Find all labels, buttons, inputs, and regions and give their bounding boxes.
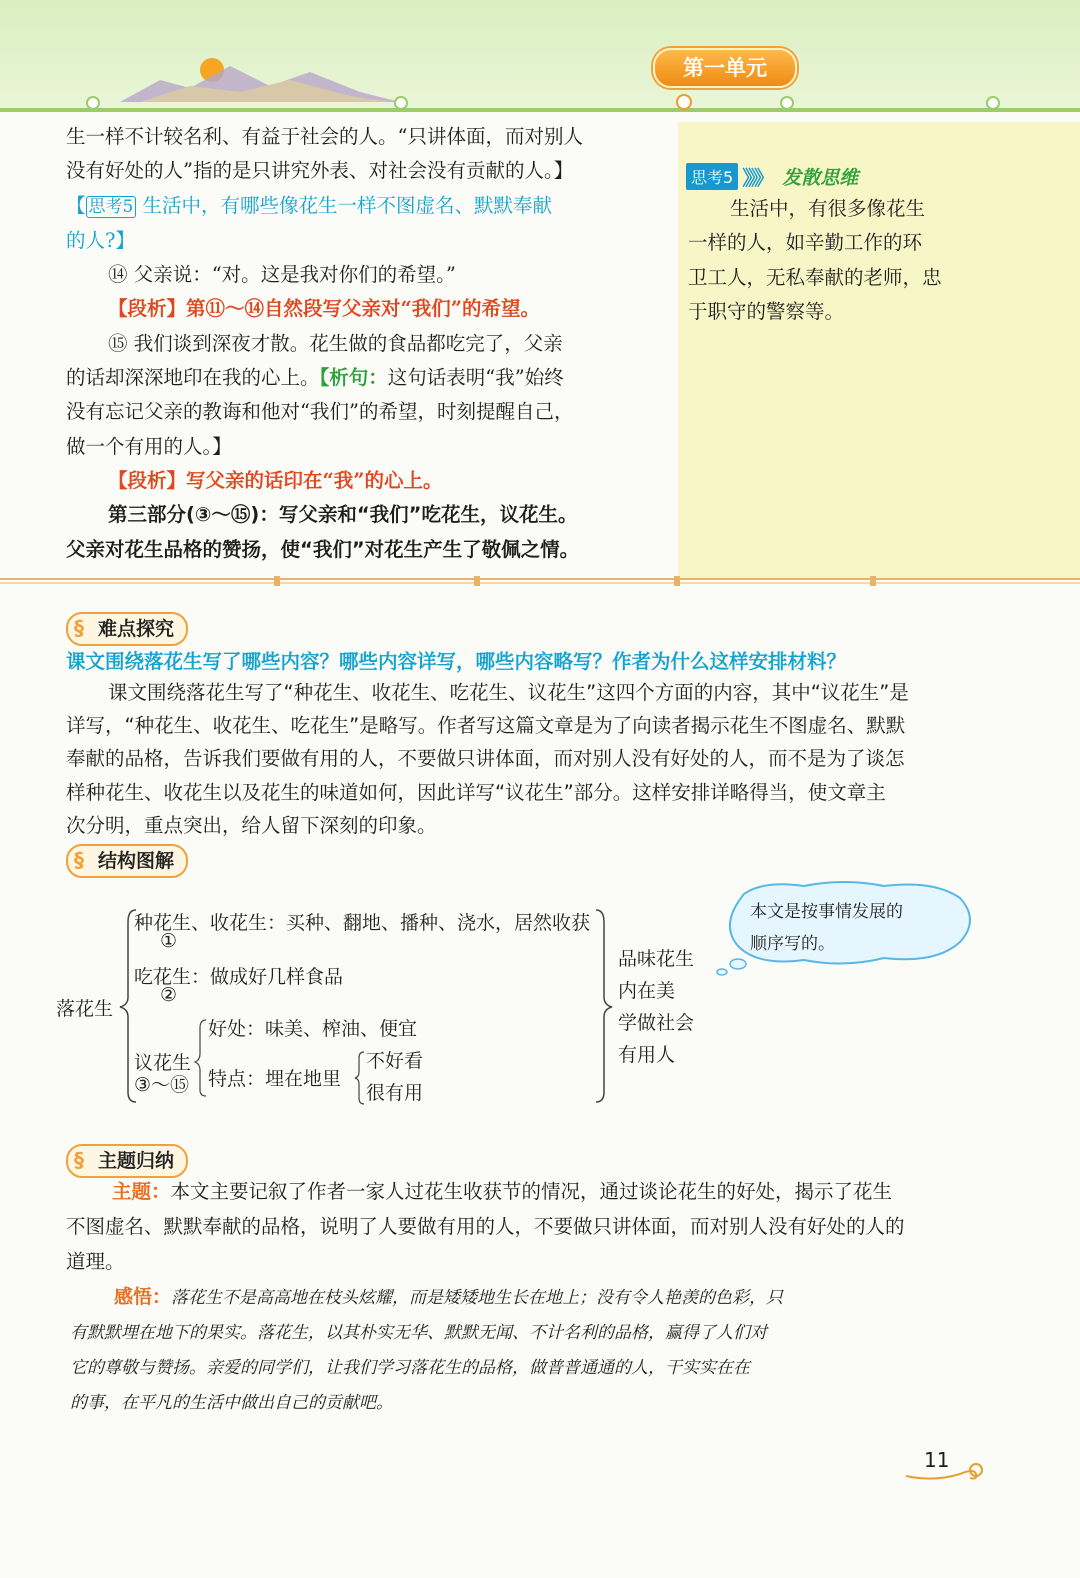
header-dot — [86, 96, 100, 110]
reading-annotation-column — [66, 120, 664, 567]
arrows-icon: 》》》 — [742, 166, 771, 190]
think-badge: 思考5 — [686, 163, 738, 190]
page-header — [0, 0, 1080, 112]
diagram-branch-2-num: ② — [160, 984, 178, 1006]
unit-label: 第一单元 — [653, 48, 797, 88]
think-title: 发散思维 — [782, 167, 859, 189]
think-heading — [686, 162, 858, 191]
ganwu-label: 感悟： — [114, 1286, 172, 1308]
section-tag-nandian: § 难点探究 — [66, 612, 188, 646]
nandian-question: 课文围绕落花生写了哪些内容？哪些内容详写，哪些内容略写？作者为什么这样安排材料？ — [66, 650, 847, 673]
paragraph-15-line: 没有忘记父亲的教诲和他对“我们”的希望，时刻提醒自己， — [66, 400, 574, 424]
page-number: 11 — [924, 1448, 950, 1472]
diagram-summary: 品味花生 — [618, 948, 695, 970]
curl-icon: § — [74, 1148, 84, 1172]
text-line: 没有好处的人”指的是只讲究外表、对社会没有贡献的人。】 — [66, 159, 574, 183]
diagram-summary: 有用人 — [618, 1044, 676, 1066]
text-line: 生一样不计较名利、有益于社会的人。“只讲体面，而对别人 — [66, 125, 583, 148]
curl-icon: § — [74, 848, 84, 872]
diagram-summary: 内在美 — [618, 980, 676, 1002]
think-badge: 思考5 — [86, 196, 137, 218]
theme-label: 主题： — [112, 1180, 171, 1203]
diagram-root: 落花生 — [56, 998, 114, 1020]
paragraph-15-line: 做一个有用的人。】 — [66, 434, 232, 458]
answer-text: 生活中，有很多像花生 一样的人，如辛勤工作的环 卫工人，无私奉献的老师，忠 于职守的警察等。 — [688, 197, 942, 324]
nandian-answer: 课文围绕落花生写了“种花生、收花生、吃花生、议花生”这四个方面的内容，其中“议花生”是 详写，“种花生、收花生、吃花生”是略写。作者写这篇文章是为了向读者揭示花生不图虚名、默默 奉献的品格，告诉我们要做有用的人，不要做只讲体面，而对别人没有好处的人，而不是为了谈怎 样种花生、收花生以及花生的味道如何，因此详写“议花生”部分。这样安排详略得当，使文章主 次分明，重点突出，给人留下深刻的印象。 — [66, 681, 909, 837]
ganwu-reflection: 感悟：落花生不是高高地在枝头炫耀，而是矮矮地生长在地上；没有令人艳羡的色彩，只 有默默埋在地下的果实。落花生，以其朴实无华、默默无闻、不计名利的品格，赢得了人们对 它的尊敬与赞扬。亲爱的同学们，让我们学习落花生的品格，做普普通通的人，干实实在在 的事，在平凡的生活中做出自己的贡献吧。 — [70, 1286, 784, 1413]
think-question: 【 思考5 生活中，有哪些像花生一样不图虚名、默默奉献 — [66, 193, 553, 217]
header-dot — [394, 96, 408, 110]
paragraph-15: ⑮ 我们谈到深夜才散。花生做的食品都吃完了，父亲 — [108, 331, 563, 355]
diagram-sub-b: 特点：埋在地里 — [208, 1068, 342, 1090]
bubble-text: 本文是按事情发展的 顺序写的。 — [750, 902, 903, 954]
paragraph-15-line: 的话却深深地印在我的心上。【析句：这句话表明“我”始终 — [66, 366, 564, 390]
section-tag-jiegou: § 结构图解 — [66, 844, 188, 878]
header-dot — [676, 94, 692, 110]
header-dot — [986, 96, 1000, 110]
diagram-summary: 学做社会 — [618, 1012, 695, 1034]
theme-summary: 主题：本文主要记叙了作者一家人过花生收获节的情况，通过谈论花生的好处，揭示了花生 不图虚名、默默奉献的品格，说明了人要做有用的人，不要做只讲体面，而对别人没有好处的人的 道理。 — [66, 1180, 905, 1273]
diagram-sub-a: 好处：味美、榨油、便宜 — [208, 1018, 418, 1040]
part-three-summary: 第三部分(③～⑮)：写父亲和“我们”吃花生，议花生。 — [108, 503, 578, 527]
header-dot — [780, 96, 794, 110]
part-three-summary: 父亲对花生品格的赞扬，使“我们”对花生产生了敬佩之情。 — [66, 537, 580, 561]
think-question-cont: 的人?】 — [66, 228, 135, 252]
duanxi-2: 【段析】写父亲的话印在“我”的心上。 — [108, 468, 443, 492]
curl-icon: § — [74, 616, 84, 640]
sidebar-answer — [678, 122, 1080, 580]
swirl-ornament-icon — [904, 1460, 988, 1482]
diagram-sub-b2: 很有用 — [366, 1082, 424, 1104]
diagram-branch-1: 种花生、收花生：买种、翻地、播种、浇水，居然收获 — [134, 912, 591, 934]
paragraph-14: ⑭ 父亲说：“对。这是我对你们的希望。” — [108, 263, 456, 287]
diagram-sub-b1: 不好看 — [366, 1050, 424, 1072]
diagram-branch-1-num: ① — [160, 930, 178, 952]
decorative-divider — [0, 576, 1080, 586]
section-tag-zhuti: § 主题归纳 — [66, 1144, 188, 1178]
duanxi-1: 【段析】第⑪～⑭自然段写父亲对“我们”的希望。 — [108, 297, 540, 321]
mountain-sun-icon — [120, 52, 400, 102]
diagram-branch-3-num: ③～⑮ — [134, 1074, 190, 1096]
diagram-branch-3: 议花生 — [134, 1052, 192, 1074]
diagram-branch-2: 吃花生：做成好几样食品 — [134, 966, 344, 988]
